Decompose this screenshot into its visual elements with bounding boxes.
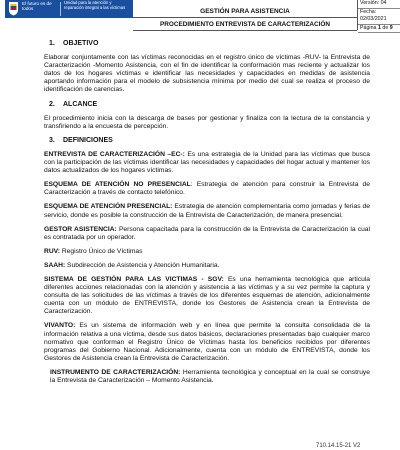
document-header: [5, 0, 395, 30]
section-heading-objetivo: 1. OBJETIVO: [49, 40, 99, 47]
colombia-shield-icon: [8, 1, 19, 16]
section-heading-alcance: 2. ALCANCE: [49, 100, 98, 108]
header-version: Versión: 04: [358, 0, 400, 9]
footer-document-code: 710.14.15-21 V2: [316, 443, 361, 449]
definition-presencial: ESQUEMA DE ATENCIÓN PRESENCIAL: Estrategia de atención complementaria como jornadas y ferias de servicio, donde es posible la construcción de la Entrevista de Caracterización, de manera presencial.: [44, 203, 370, 219]
header-meta: [357, 0, 400, 30]
logo-text-unidad: Unidad para la atención y reparación integral a las víctimas: [64, 0, 126, 10]
section-heading-definiciones: 3. DEFINICIONES: [49, 136, 113, 144]
logo-divider: [60, 2, 61, 16]
document-body: [44, 40, 370, 391]
header-procedure-title: PROCEDIMIENTO ENTREVISTA DE CARACTERIZACIÓN: [133, 18, 357, 31]
section-text-alcance: El procedimiento inicia con la descarga de bases por gestionar y finaliza con la lectura de la constancia y transfiriendo a la encuesta de percepción.: [44, 114, 370, 130]
definition-vivanto: VIVANTO: Es un sistema de información web y en línea que permite la consulta consolidada de la información relativa a una víctima, desde sus datos básicos, declaraciones presentadas bajo cualquier marco normativo que conforman el Registro Único de Víctimas hasta los beneficios recibidos por diferentes programas del Gobierno Nacional. Adicionalmente, cuenta con un módulo de ENTREVISTA, donde los Gestores de Asistencia crean la Entrevista de Caracterización.: [44, 322, 370, 362]
definition-instrumento: INSTRUMENTO DE CARACTERIZACIÓN: Herramienta tecnológica y conceptual en la cual se construye la Entrevista de Caracterización – Momento Asistencia.: [50, 368, 370, 384]
header-date: Fecha: 02/03/2021: [358, 9, 400, 25]
definition-gestor: GESTOR ASISTENCIA: Persona capacitada para la construcción de la Entrevista de Caracterización la cual es contratada por un operador.: [44, 225, 370, 241]
section-text-objetivo: Elaborar conjuntamente con las víctimas reconocidas en el registro único de víctimas -RUV- la Entrevista de Caracterización -Momento Asistencia, con el fin de identificar la conformación mas reciente y actualizar los datos de los hogares víctimas e identificar las necesidades y capacidades en medidas de asistencia aportando información para el modelo de subsistencia mínima por medio del cual se realiza el proceso de identificación de carencias.: [44, 54, 370, 94]
definition-entrevista: ENTREVISTA DE CARACTERIZACIÓN –EC-: Es una estrategia de la Unidad para las víctimas que busca con la participación de las víctimas identificar las necesidades y capacidades del hogar actual y mantener los datos actualizados de los hogares víctimas.: [44, 150, 370, 175]
header-logo-banner: [5, 0, 133, 18]
definition-sgv: SISTEMA DE GESTIÓN PARA LAS VICTIMAS - SGV: Es una herramienta tecnológica que articula diferentes acciones relacionadas con la atención y asistencia a las víctimas y a su vez permite la captura y consulta de las solicitudes de las víctimas a través de los diferentes esquemas de atención, adicionalmente cuenta con un módulo de ENTREVISTA, donde los Gestores de Asistencia crean la Entrevista de Caracterización.: [44, 275, 371, 316]
header-gestion-title: GESTIÓN PARA ASISTENCIA: [133, 0, 357, 18]
definition-saah: SAAH: Subdirección de Asistencia y Atención Humanitaria.: [44, 261, 220, 269]
logo-text-futuro: El futuro es de todos: [22, 1, 52, 11]
definition-ruv: RUV: Registro Único de Víctimas: [44, 247, 143, 255]
definition-no-presencial: ESQUEMA DE ATENCIÓN NO PRESENCIAL: Estrategia de atención para construir la Entrevista de Caracterización a través de contacto telefónico.: [44, 181, 370, 197]
header-page: Página 1 de 9: [358, 25, 400, 34]
